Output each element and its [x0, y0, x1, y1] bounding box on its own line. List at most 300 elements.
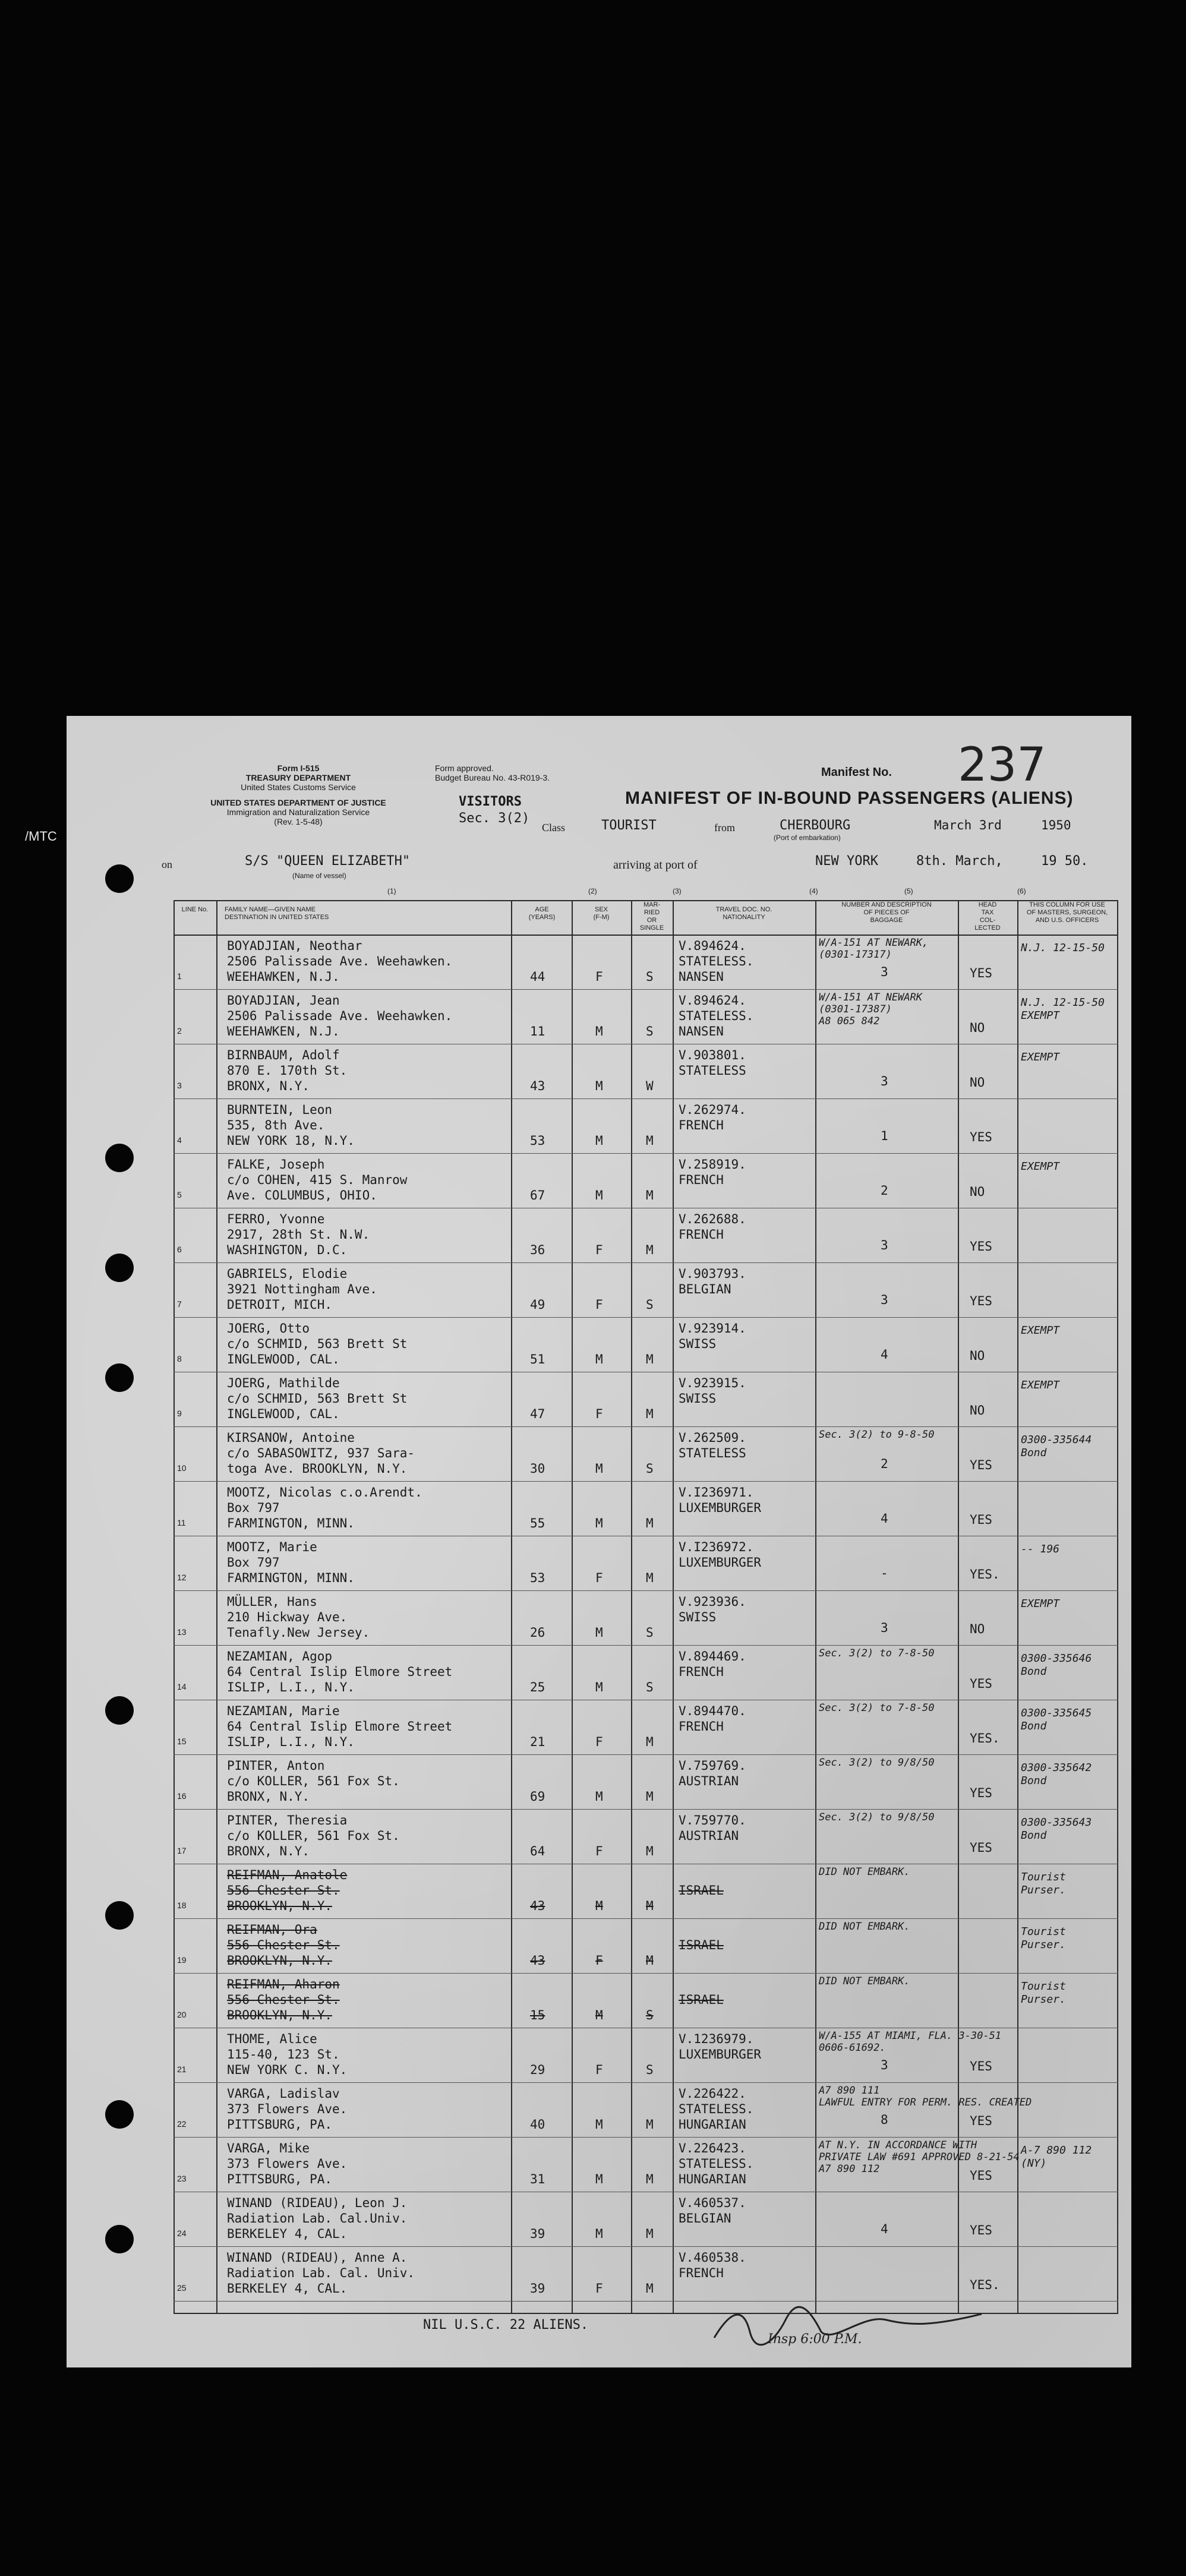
passenger-name: PINTER, Theresia [227, 1813, 348, 1827]
marital-status: M [646, 2227, 654, 2241]
line-number: 17 [177, 1846, 187, 1855]
officer-note: -- 196 [1021, 1543, 1060, 1555]
section-label: Sec. 3(2) [459, 811, 530, 826]
vessel-note: (Name of vessel) [292, 872, 346, 880]
passenger-name: THOME, Alice [227, 2032, 317, 2046]
marital-status: S [646, 1298, 654, 1312]
baggage-annotation: W/A-151 AT NEWARK (0301-17387) A8 065 842 [819, 992, 922, 1027]
manifest-page [25, 716, 1131, 2367]
line-number: 22 [177, 2119, 187, 2129]
punch-hole [105, 864, 134, 893]
port-arrival: NEW YORK [815, 854, 878, 869]
marital-status: M [646, 2172, 654, 2186]
passenger-destination: Ave. COLUMBUS, OHIO. [227, 1188, 377, 1202]
head-tax: YES [970, 1239, 992, 1254]
table-row [174, 1701, 1118, 1756]
baggage-count: 4 [881, 1511, 888, 1526]
line-number: 6 [177, 1245, 182, 1254]
col-num-2: (2) [588, 887, 597, 895]
passenger-age: 39 [530, 2227, 545, 2241]
baggage-count: 1 [881, 1129, 888, 1143]
table-row [174, 2138, 1118, 2193]
passenger-name: FERRO, Yvonne [227, 1212, 325, 1226]
nationality: FRENCH [679, 1665, 724, 1679]
passenger-age: 44 [530, 970, 545, 984]
officer-note: Tourist Purser. [1021, 1925, 1066, 1951]
travel-doc-number: V.894470. [679, 1704, 746, 1718]
table-row [174, 1920, 1118, 1974]
travel-doc-number: V.460538. [679, 2250, 746, 2265]
passenger-sex: M [595, 2117, 603, 2132]
passenger-destination: WEEHAWKEN, N.J. [227, 970, 340, 984]
passenger-sex: M [595, 1899, 603, 1913]
baggage-count: 3 [881, 1293, 888, 1307]
passenger-age: 43 [530, 1899, 545, 1913]
head-tax: NO [970, 1075, 985, 1090]
passenger-age: 25 [530, 1680, 545, 1694]
passenger-destination: FARMINGTON, MINN. [227, 1571, 355, 1585]
customs-service: United States Customs Service [241, 782, 356, 792]
travel-doc-number: V.258919. [679, 1157, 746, 1172]
passenger-sex: M [595, 1079, 603, 1093]
officer-note: A-7 890 112 (NY) [1021, 2144, 1092, 2170]
nationality: STATELESS. [679, 1009, 754, 1023]
baggage-count: 3 [881, 965, 888, 979]
nationality: STATELESS [679, 1446, 746, 1460]
head-tax: YES [970, 1458, 992, 1472]
passenger-address: 870 E. 170th St. [227, 1063, 348, 1078]
passenger-sex: M [595, 1516, 603, 1530]
passenger-name: JOERG, Mathilde [227, 1376, 340, 1390]
marital-status: M [646, 1352, 654, 1366]
passenger-age: 29 [530, 2063, 545, 2077]
passenger-address: 210 Hickway Ave. [227, 1610, 348, 1624]
baggage-annotation: A7 890 111 LAWFUL ENTRY FOR PERM. RES. CREATED [819, 2085, 1032, 2108]
passenger-sex: M [595, 2227, 603, 2241]
passenger-sex: M [595, 1789, 603, 1804]
nationality: SWISS [679, 1391, 717, 1406]
officer-note: 0300-335643 Bond [1021, 1816, 1092, 1842]
nationality: LUXEMBURGER [679, 2047, 762, 2062]
baggage-annotation: Sec. 3(2) to 9/8/50 [819, 1811, 935, 1823]
passenger-sex: M [595, 1134, 603, 1148]
marital-status: S [646, 2008, 654, 2022]
passenger-age: 49 [530, 1298, 545, 1312]
passenger-sex: M [595, 1625, 603, 1640]
baggage-count: 8 [881, 2113, 888, 2127]
marital-status: S [646, 2063, 654, 2077]
head-tax: NO [970, 1185, 985, 1199]
passenger-sex: F [595, 1407, 603, 1421]
passenger-name: MOOTZ, Nicolas c.o.Arendt. [227, 1485, 422, 1499]
nationality: LUXEMBURGER [679, 1501, 762, 1515]
line-number: 13 [177, 1627, 187, 1637]
marital-status: S [646, 970, 654, 984]
passenger-sex: M [595, 2172, 603, 2186]
travel-doc-number: V.262974. [679, 1103, 746, 1117]
form-approved: Form approved. [435, 763, 494, 773]
passenger-destination: BERKELEY 4, CAL. [227, 2227, 348, 2241]
passenger-destination: BROOKLYN, N.Y. [227, 1899, 333, 1913]
baggage-annotation: DID NOT EMBARK. [819, 1921, 910, 1933]
table-row [174, 1537, 1118, 1592]
form-number: Form I-515 [277, 763, 320, 773]
passenger-age: 69 [530, 1789, 545, 1804]
baggage-annotation: Sec. 3(2) to 9-8-50 [819, 1429, 935, 1441]
line-number: 8 [177, 1354, 182, 1363]
passenger-destination: NEW YORK 18, N.Y. [227, 1134, 355, 1148]
passenger-address: 556 Chester St. [227, 1938, 340, 1952]
officer-note: EXEMPT [1021, 1051, 1060, 1063]
baggage-annotation: Sec. 3(2) to 9/8/50 [819, 1757, 935, 1769]
col-header-sex: SEX (F-M) [593, 906, 610, 921]
passenger-address: 2506 Palissade Ave. Weehawken. [227, 1009, 453, 1023]
line-number: 20 [177, 2010, 187, 2019]
passenger-sex: F [595, 1298, 603, 1312]
col-header-baggage: NUMBER AND DESCRIPTION OF PIECES OF BAGGAGE [841, 901, 932, 924]
passenger-age: 36 [530, 1243, 545, 1257]
mtc-mark: /MTC [25, 829, 57, 844]
line-number: 1 [177, 971, 182, 981]
passenger-destination: BRONX, N.Y. [227, 1789, 310, 1804]
manifest-number: 237 [958, 738, 1046, 792]
baggage-count: 3 [881, 1621, 888, 1635]
vessel-name: S/S "QUEEN ELIZABETH" [245, 854, 411, 869]
line-number: 5 [177, 1190, 182, 1199]
passenger-age: 53 [530, 1134, 545, 1148]
line-number: 9 [177, 1409, 182, 1418]
marital-status: M [646, 1789, 654, 1804]
table-row [174, 1756, 1118, 1810]
nationality: FRENCH [679, 2266, 724, 2280]
nationality: SWISS [679, 1610, 717, 1624]
passenger-age: 43 [530, 1953, 545, 1968]
marital-status: S [646, 1625, 654, 1640]
passenger-destination: FARMINGTON, MINN. [227, 1516, 355, 1530]
marital-status: M [646, 1516, 654, 1530]
passenger-destination: DETROIT, MICH. [227, 1298, 333, 1312]
passenger-destination: toga Ave. BROOKLYN, N.Y. [227, 1461, 408, 1476]
marital-status: S [646, 1024, 654, 1038]
manifest-table [174, 900, 1118, 2314]
officer-note: 0300-335645 Bond [1021, 1707, 1092, 1732]
baggage-count: - [881, 1566, 888, 1580]
officer-note: Tourist Purser. [1021, 1980, 1066, 2006]
baggage-count: 3 [881, 2058, 888, 2072]
travel-doc-number: V.226422. [679, 2086, 746, 2101]
nationality: ISRAEL [679, 1883, 724, 1898]
officer-note: 0300-335644 Bond [1021, 1434, 1092, 1459]
arrival-date: 8th. March, [916, 854, 1003, 869]
table-row [174, 1810, 1118, 1865]
col-header-line: LINE No. [181, 906, 209, 913]
ins-service: Immigration and Naturalization Service [226, 807, 370, 817]
table-row [174, 1865, 1118, 1920]
officer-note: 0300-335642 Bond [1021, 1761, 1092, 1787]
passenger-sex: F [595, 970, 603, 984]
table-row [174, 1974, 1118, 2029]
passenger-sex: M [595, 1188, 603, 1202]
treasury-dept: TREASURY DEPARTMENT [245, 773, 351, 782]
passenger-name: VARGA, Mike [227, 2141, 310, 2155]
marital-status: M [646, 1735, 654, 1749]
line-number: 11 [177, 1518, 186, 1527]
head-tax: YES [970, 1841, 992, 1855]
marital-status: S [646, 1680, 654, 1694]
passenger-address: c/o SABASOWITZ, 937 Sara- [227, 1446, 415, 1460]
passenger-age: 40 [530, 2117, 545, 2132]
travel-doc-number: V.923936. [679, 1595, 746, 1609]
passenger-address: 556 Chester St. [227, 1993, 340, 2007]
baggage-annotation: AT N.Y. IN ACCORDANCE WITH PRIVATE LAW #691 APPROVED 8-21-54 A7 890 112 [819, 2139, 1020, 2175]
form-revision: (Rev. 1-5-48) [274, 817, 323, 826]
baggage-count: 3 [881, 1074, 888, 1088]
col-num-6: (6) [1017, 887, 1026, 895]
marital-status: M [646, 1844, 654, 1858]
table-row [174, 1428, 1118, 1482]
passenger-address: c/o SCHMID, 563 Brett St [227, 1391, 408, 1406]
marital-status: M [646, 2281, 654, 2296]
punch-hole [105, 1696, 134, 1725]
nationality: BELGIAN [679, 1282, 731, 1296]
nationality: SWISS [679, 1337, 717, 1351]
punch-hole [105, 1254, 134, 1282]
passenger-age: 55 [530, 1516, 545, 1530]
baggage-count: 2 [881, 1183, 888, 1198]
passenger-name: GABRIELS, Elodie [227, 1267, 348, 1281]
passenger-address: 535, 8th Ave. [227, 1118, 325, 1132]
passenger-age: 11 [530, 1024, 545, 1038]
passenger-destination: BERKELEY 4, CAL. [227, 2281, 348, 2296]
passenger-age: 26 [530, 1625, 545, 1640]
line-number: 18 [177, 1901, 187, 1910]
col-header-married: MAR- RIED OR SINGLE [639, 901, 664, 932]
col-num-3: (3) [673, 887, 682, 895]
line-number: 15 [177, 1737, 187, 1746]
passenger-destination: BROOKLYN, N.Y. [227, 1953, 333, 1968]
manifest-title: MANIFEST OF IN-BOUND PASSENGERS (ALIENS) [625, 788, 1074, 808]
passenger-name: REIFMAN, Ora [227, 1922, 317, 1937]
col-header-doc: TRAVEL DOC. NO. NATIONALITY [715, 906, 772, 921]
nationality-note: HUNGARIAN [679, 2117, 746, 2132]
line-number: 21 [177, 2064, 187, 2074]
passenger-destination: BRONX, N.Y. [227, 1079, 310, 1093]
class-value: TOURIST [601, 818, 657, 833]
travel-doc-number: V.923915. [679, 1376, 746, 1390]
baggage-count: 3 [881, 1238, 888, 1252]
travel-doc-number: V.894624. [679, 939, 746, 953]
passenger-address: 373 Flowers Ave. [227, 2102, 348, 2116]
budget-bureau: Budget Bureau No. 43-R019-3. [435, 773, 550, 782]
travel-doc-number: V.262688. [679, 1212, 746, 1226]
travel-doc-number: V.894624. [679, 993, 746, 1008]
passenger-name: REIFMAN, Aharon [227, 1977, 340, 1991]
passenger-age: 67 [530, 1188, 545, 1202]
arrival-year: 19 50. [1041, 854, 1089, 869]
travel-doc-number: V.I236972. [679, 1540, 754, 1554]
passenger-address: Box 797 [227, 1501, 280, 1515]
head-tax: YES [970, 1677, 992, 1691]
nationality-note: NANSEN [679, 1024, 724, 1038]
line-number: 12 [177, 1573, 187, 1582]
baggage-annotation: W/A-151 AT NEWARK, (0301-17317) [819, 937, 929, 961]
passenger-age: 53 [530, 1571, 545, 1585]
from-label: from [714, 822, 735, 834]
officer-note: EXEMPT [1021, 1379, 1060, 1391]
table-row [174, 1154, 1118, 1209]
table-row [174, 990, 1118, 1045]
travel-doc-number: V.I236971. [679, 1485, 754, 1499]
passenger-address: c/o KOLLER, 561 Fox St. [227, 1774, 400, 1788]
passenger-address: 3921 Nottingham Ave. [227, 1282, 377, 1296]
passenger-address: c/o SCHMID, 563 Brett St [227, 1337, 408, 1351]
marital-status: M [646, 1243, 654, 1257]
justice-dept: UNITED STATES DEPARTMENT OF JUSTICE [210, 798, 386, 807]
nationality: FRENCH [679, 1118, 724, 1132]
passenger-sex: F [595, 1243, 603, 1257]
nationality: STATELESS. [679, 2157, 754, 2171]
inspector-signature [708, 2302, 1005, 2350]
head-tax: YES [970, 2059, 992, 2073]
passenger-destination: Tenafly.New Jersey. [227, 1625, 370, 1640]
table-row [174, 1100, 1118, 1154]
line-number: 19 [177, 1955, 187, 1965]
passenger-destination: PITTSBURG, PA. [227, 2172, 333, 2186]
col-num-1: (1) [387, 887, 396, 895]
table-row [174, 1209, 1118, 1264]
passenger-name: WINAND (RIDEAU), Anne A. [227, 2250, 408, 2265]
travel-doc-number: V.923914. [679, 1321, 746, 1336]
passenger-name: JOERG, Otto [227, 1321, 310, 1336]
passenger-sex: F [595, 1844, 603, 1858]
passenger-sex: F [595, 2281, 603, 2296]
table-row [174, 1592, 1118, 1646]
passenger-name: REIFMAN, Anatole [227, 1868, 348, 1882]
passenger-sex: M [595, 1024, 603, 1038]
footer-nil: NIL U.S.C. 22 ALIENS. [423, 2318, 589, 2332]
port-embarkation: CHERBOURG [780, 818, 851, 833]
nationality-note: NANSEN [679, 970, 724, 984]
baggage-annotation: Sec. 3(2) to 7-8-50 [819, 1647, 935, 1659]
nationality: STATELESS. [679, 2102, 754, 2116]
table-row [174, 1482, 1118, 1537]
table-row [174, 936, 1118, 990]
passenger-sex: F [595, 1571, 603, 1585]
officer-note: 0300-335646 Bond [1021, 1652, 1092, 1678]
passenger-address: c/o KOLLER, 561 Fox St. [227, 1829, 400, 1843]
inspector-note: Insp 6:00 P.M. [768, 2332, 862, 2347]
table-row [174, 2247, 1118, 2302]
head-tax: YES [970, 966, 992, 980]
col-header-name: FAMILY NAME—GIVEN NAME DESTINATION IN UNITED STATES [225, 906, 329, 921]
head-tax: NO [970, 1349, 985, 1363]
nationality: AUSTRIAN [679, 1774, 739, 1788]
punch-hole [105, 2100, 134, 2129]
passenger-destination: NEW YORK C. N.Y. [227, 2063, 348, 2077]
head-tax: YES [970, 2223, 992, 2237]
passenger-sex: M [595, 2008, 603, 2022]
head-tax: YES. [970, 1731, 1000, 1745]
table-row [174, 1264, 1118, 1318]
passenger-name: BOYADJIAN, Jean [227, 993, 340, 1008]
passenger-sex: F [595, 1735, 603, 1749]
travel-doc-number: V.894469. [679, 1649, 746, 1663]
table-row [174, 2193, 1118, 2247]
table-row [174, 2029, 1118, 2083]
passenger-name: NEZAMIAN, Marie [227, 1704, 340, 1718]
table-row [174, 1045, 1118, 1100]
officer-note: EXEMPT [1021, 1160, 1060, 1173]
passenger-address: Box 797 [227, 1555, 280, 1570]
nationality-note: HUNGARIAN [679, 2172, 746, 2186]
baggage-count: 4 [881, 2222, 888, 2236]
nationality: FRENCH [679, 1227, 724, 1242]
nationality: AUSTRIAN [679, 1829, 739, 1843]
marital-status: W [646, 1079, 654, 1093]
line-number: 23 [177, 2174, 187, 2183]
baggage-annotation: DID NOT EMBARK. [819, 1866, 910, 1878]
passenger-name: NEZAMIAN, Agop [227, 1649, 333, 1663]
passenger-name: PINTER, Anton [227, 1759, 325, 1773]
baggage-annotation: W/A-155 AT MIAMI, FLA. 3-30-51 0606-61692. [819, 2030, 1002, 2054]
passenger-destination: ISLIP, L.I., N.Y. [227, 1680, 355, 1694]
passenger-sex: F [595, 2063, 603, 2077]
nationality: FRENCH [679, 1173, 724, 1187]
nationality: BELGIAN [679, 2211, 731, 2225]
passenger-age: 64 [530, 1844, 545, 1858]
travel-doc-number: V.226423. [679, 2141, 746, 2155]
table-row [174, 1373, 1118, 1428]
baggage-annotation: DID NOT EMBARK. [819, 1975, 910, 1987]
passenger-sex: F [595, 1953, 603, 1968]
travel-doc-number: V.262509. [679, 1431, 746, 1445]
marital-status: M [646, 1188, 654, 1202]
passenger-age: 21 [530, 1735, 545, 1749]
visitors-label: VISITORS [459, 794, 522, 809]
passenger-age: 47 [530, 1407, 545, 1421]
passenger-destination: ISLIP, L.I., N.Y. [227, 1735, 355, 1749]
class-label: Class [542, 822, 566, 834]
baggage-count: 4 [881, 1347, 888, 1362]
passenger-address: 2917, 28th St. N.W. [227, 1227, 370, 1242]
passenger-age: 30 [530, 1461, 545, 1476]
passenger-destination: PITTSBURG, PA. [227, 2117, 333, 2132]
passenger-address: 2506 Palissade Ave. Weehawken. [227, 954, 453, 968]
nationality: STATELESS. [679, 954, 754, 968]
travel-doc-number: V.460537. [679, 2196, 746, 2210]
head-tax: YES. [970, 2278, 1000, 2292]
head-tax: YES [970, 1786, 992, 1800]
travel-doc-number: V.1236979. [679, 2032, 754, 2046]
head-tax: NO [970, 1622, 985, 1636]
departure-date: March 3rd [934, 818, 1002, 832]
passenger-address: Radiation Lab. Cal.Univ. [227, 2211, 408, 2225]
passenger-sex: M [595, 1352, 603, 1366]
punch-hole [105, 1363, 134, 1392]
line-number: 3 [177, 1081, 182, 1090]
arriving-label: arriving at port of [613, 858, 698, 872]
officer-note: EXEMPT [1021, 1324, 1060, 1337]
passenger-destination: WEEHAWKEN, N.J. [227, 1024, 340, 1038]
travel-doc-number: V.903793. [679, 1267, 746, 1281]
passenger-address: 64 Central Islip Elmore Street [227, 1665, 453, 1679]
officer-note: EXEMPT [1021, 1598, 1060, 1610]
passenger-name: BIRNBAUM, Adolf [227, 1048, 340, 1062]
line-number: 7 [177, 1299, 182, 1309]
table-row [174, 1646, 1118, 1701]
nationality: LUXEMBURGER [679, 1555, 762, 1570]
officer-note: Tourist Purser. [1021, 1871, 1066, 1896]
